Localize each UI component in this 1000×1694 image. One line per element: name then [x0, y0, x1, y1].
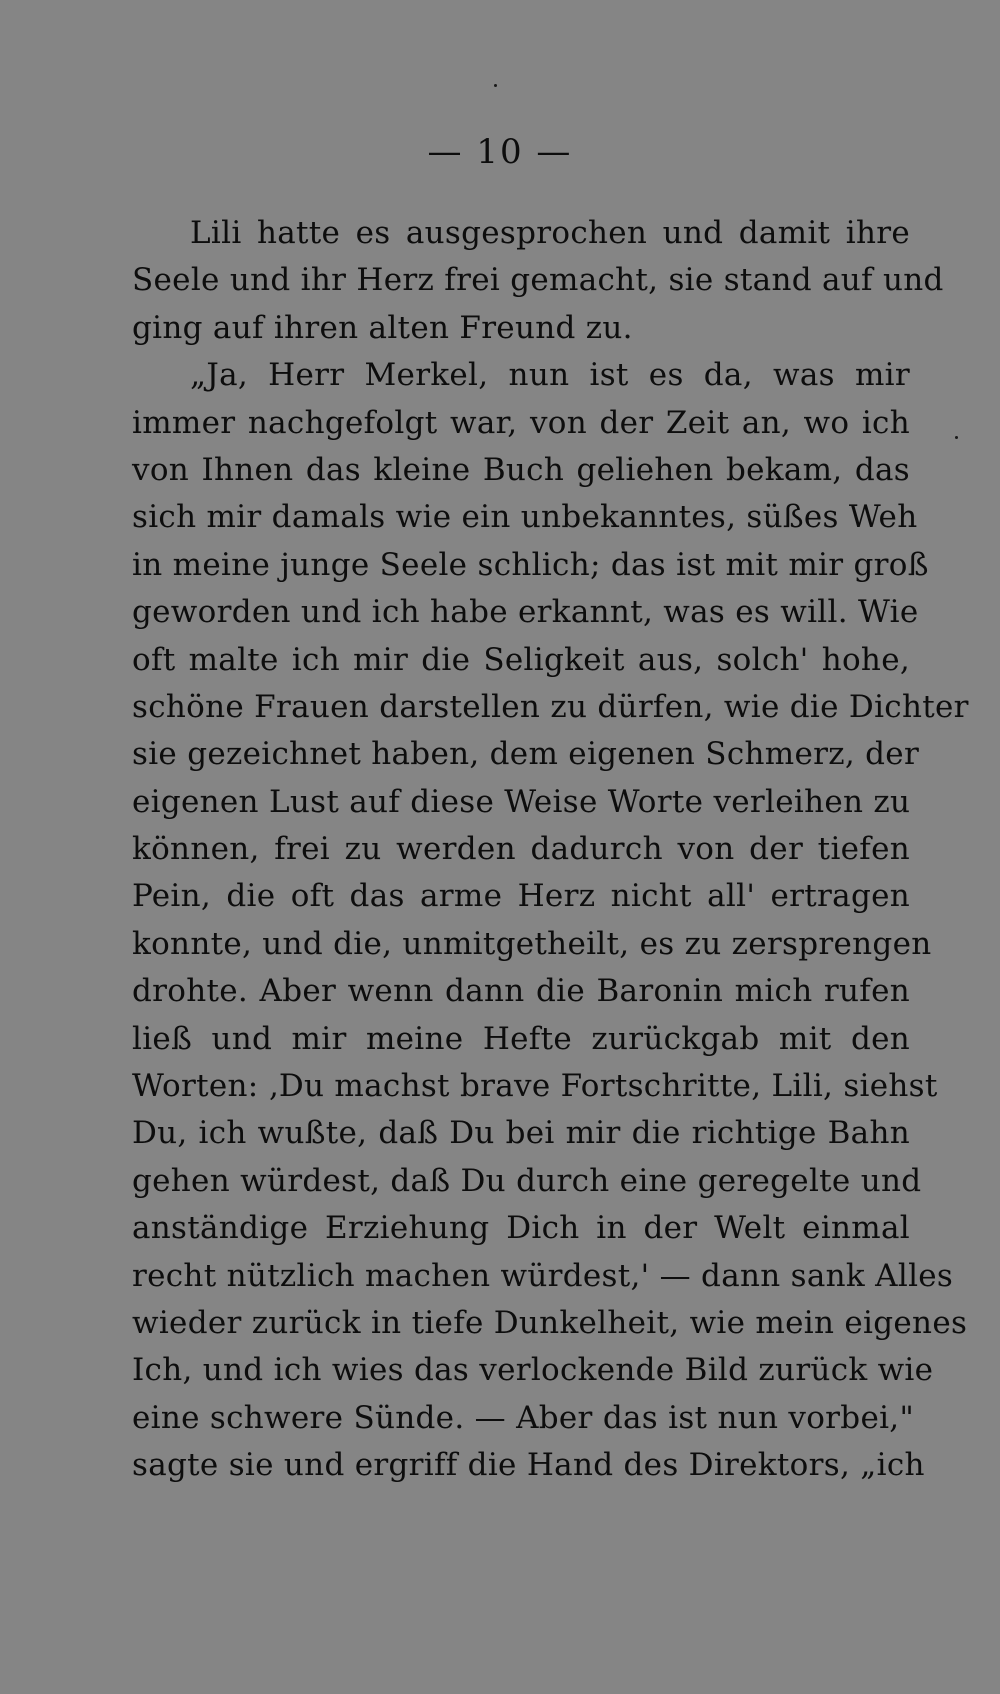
- text-line: sie gezeichnet haben, dem eigenen Schmerz, der: [132, 736, 920, 773]
- body-text: [132, 210, 969, 1490]
- text-line: Seele und ihr Herz frei gemacht, sie stand auf und: [132, 262, 944, 299]
- text-line: gehen würdest, daß Du durch eine geregelte und: [132, 1162, 922, 1199]
- text-line: immer nachgefolgt war, von der Zeit an, wo ich: [132, 404, 910, 441]
- text-line: „Ja, Herr Merkel, nun ist es da, was mir: [190, 357, 910, 394]
- text-line: sich mir damals wie ein unbekanntes, süßes Weh: [132, 499, 918, 536]
- text-line: Ich, und ich wies das verlockende Bild zurück wie: [132, 1352, 934, 1389]
- text-line: in meine junge Seele schlich; das ist mit mir groß: [132, 546, 929, 583]
- scan-speck: [494, 84, 497, 87]
- text-line: Pein, die oft das arme Herz nicht all' ertragen: [132, 878, 910, 915]
- text-line: recht nützlich machen würdest,' — dann sank Alles: [132, 1257, 954, 1294]
- text-line: ging auf ihren alten Freund zu.: [132, 309, 633, 346]
- text-line: können, frei zu werden dadurch von der tiefen: [132, 831, 910, 868]
- text-line: oft malte ich mir die Seligkeit aus, solch' hohe,: [132, 641, 910, 678]
- text-line: konnte, und die, unmitgetheilt, es zu zersprengen: [132, 925, 932, 962]
- text-line: eigenen Lust auf diese Weise Worte verleihen zu: [132, 783, 911, 820]
- page-number: — 10 —: [427, 132, 573, 172]
- text-line: eine schwere Sünde. — Aber das ist nun vorbei,": [132, 1399, 915, 1436]
- text-line: Worten: ‚Du machst brave Fortschritte, Lili, siehst: [132, 1068, 938, 1105]
- text-line: sagte sie und ergriff die Hand des Direktors, „ich: [132, 1447, 925, 1484]
- text-line: ließ und mir meine Hefte zurückgab mit den: [132, 1020, 910, 1057]
- text-line: wieder zurück in tiefe Dunkelheit, wie mein eigenes: [132, 1304, 968, 1341]
- text-line: geworden und ich habe erkannt, was es will. Wie: [132, 594, 919, 631]
- text-line: schöne Frauen darstellen zu dürfen, wie die Dichter: [132, 688, 969, 725]
- text-line: von Ihnen das kleine Buch geliehen bekam, das: [132, 451, 910, 488]
- text-line: Du, ich wußte, daß Du bei mir die richtige Bahn: [132, 1115, 910, 1152]
- text-line: anständige Erziehung Dich in der Welt einmal: [132, 1210, 910, 1247]
- text-line: drohte. Aber wenn dann die Baronin mich rufen: [132, 973, 910, 1010]
- scan-speck: [955, 436, 958, 439]
- text-line: Lili hatte es ausgesprochen und damit ihre: [190, 215, 910, 251]
